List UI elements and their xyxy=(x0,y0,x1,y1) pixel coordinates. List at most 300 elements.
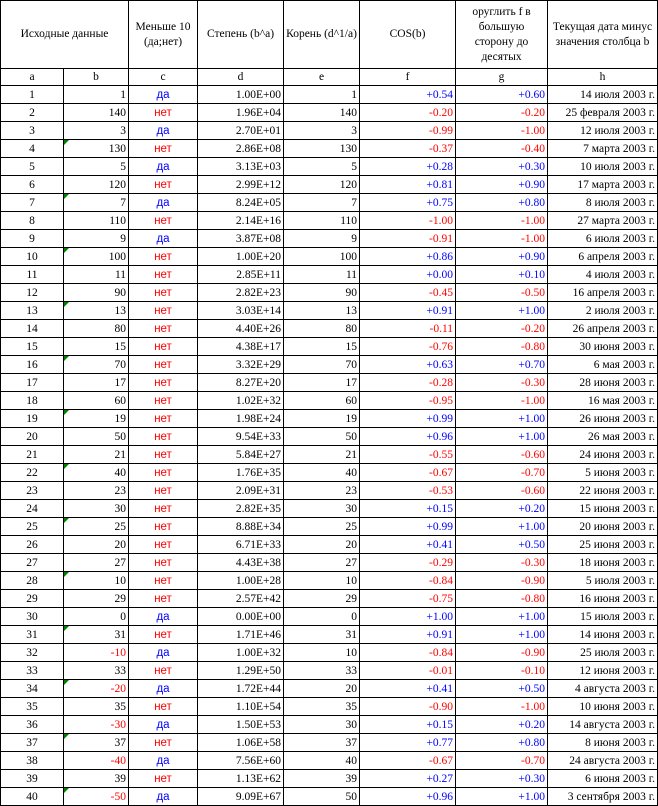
cell-a[interactable]: 6 xyxy=(1,176,64,194)
cell-b[interactable]: 33 xyxy=(64,662,129,680)
cell-h[interactable]: 26 июня 2003 г. xyxy=(548,410,658,428)
cell-e[interactable]: 30 xyxy=(284,716,360,734)
cell-e[interactable]: 27 xyxy=(284,554,360,572)
cell-e[interactable]: 30 xyxy=(284,500,360,518)
cell-e[interactable]: 35 xyxy=(284,698,360,716)
cell-h[interactable]: 16 апреля 2003 г. xyxy=(548,284,658,302)
cell-g[interactable]: -0.10 xyxy=(456,662,548,680)
cell-e[interactable]: 11 xyxy=(284,266,360,284)
cell-h[interactable]: 14 июня 2003 г. xyxy=(548,626,658,644)
cell-h[interactable]: 24 августа 2003 г. xyxy=(548,752,658,770)
cell-e[interactable]: 39 xyxy=(284,770,360,788)
cell-f[interactable]: -0.53 xyxy=(360,482,456,500)
cell-d[interactable]: 3.13E+03 xyxy=(198,158,284,176)
cell-a[interactable]: 29 xyxy=(1,590,64,608)
cell-b[interactable]: -20 xyxy=(64,680,129,698)
cell-f[interactable]: -0.20 xyxy=(360,104,456,122)
cell-a[interactable]: 22 xyxy=(1,464,64,482)
cell-d[interactable]: 2.82E+23 xyxy=(198,284,284,302)
header-date-diff[interactable]: Текущая дата минус значения столбца b xyxy=(548,1,658,69)
cell-a[interactable]: 37 xyxy=(1,734,64,752)
cell-c[interactable]: нет xyxy=(129,248,198,266)
cell-b[interactable]: 120 xyxy=(64,176,129,194)
cell-c[interactable]: нет xyxy=(129,410,198,428)
cell-b[interactable]: 3 xyxy=(64,122,129,140)
cell-e[interactable]: 31 xyxy=(284,626,360,644)
cell-b[interactable]: 31 xyxy=(64,626,129,644)
cell-a[interactable]: 1 xyxy=(1,86,64,104)
cell-d[interactable]: 9.54E+33 xyxy=(198,428,284,446)
cell-b[interactable]: 21 xyxy=(64,446,129,464)
cell-f[interactable]: +0.28 xyxy=(360,158,456,176)
cell-d[interactable]: 1.02E+32 xyxy=(198,392,284,410)
cell-h[interactable]: 5 июля 2003 г. xyxy=(548,572,658,590)
cell-b[interactable]: 1 xyxy=(64,86,129,104)
cell-b[interactable]: 0 xyxy=(64,608,129,626)
cell-d[interactable]: 1.13E+62 xyxy=(198,770,284,788)
cell-e[interactable]: 20 xyxy=(284,536,360,554)
cell-e[interactable]: 37 xyxy=(284,734,360,752)
cell-h[interactable]: 4 июля 2003 г. xyxy=(548,266,658,284)
cell-a[interactable]: 11 xyxy=(1,266,64,284)
cell-c[interactable]: нет xyxy=(129,392,198,410)
cell-b[interactable]: 35 xyxy=(64,698,129,716)
cell-f[interactable]: +0.75 xyxy=(360,194,456,212)
column-letter-c[interactable]: c xyxy=(129,69,198,86)
cell-e[interactable]: 70 xyxy=(284,356,360,374)
cell-e[interactable]: 5 xyxy=(284,158,360,176)
cell-c[interactable]: нет xyxy=(129,320,198,338)
cell-h[interactable]: 27 марта 2003 г. xyxy=(548,212,658,230)
cell-a[interactable]: 40 xyxy=(1,788,64,806)
cell-h[interactable]: 10 июля 2003 г. xyxy=(548,158,658,176)
cell-g[interactable]: +0.50 xyxy=(456,536,548,554)
cell-g[interactable]: +0.30 xyxy=(456,770,548,788)
cell-d[interactable]: 4.38E+17 xyxy=(198,338,284,356)
cell-b[interactable]: 30 xyxy=(64,500,129,518)
cell-d[interactable]: 4.40E+26 xyxy=(198,320,284,338)
cell-h[interactable]: 16 мая 2003 г. xyxy=(548,392,658,410)
cell-b[interactable]: 90 xyxy=(64,284,129,302)
cell-b[interactable]: 11 xyxy=(64,266,129,284)
cell-e[interactable]: 10 xyxy=(284,644,360,662)
cell-e[interactable]: 15 xyxy=(284,338,360,356)
cell-g[interactable]: -0.30 xyxy=(456,554,548,572)
cell-a[interactable]: 32 xyxy=(1,644,64,662)
cell-f[interactable]: +0.91 xyxy=(360,302,456,320)
cell-d[interactable]: 2.82E+35 xyxy=(198,500,284,518)
cell-d[interactable]: 2.57E+42 xyxy=(198,590,284,608)
cell-c[interactable]: нет xyxy=(129,176,198,194)
cell-a[interactable]: 16 xyxy=(1,356,64,374)
cell-a[interactable]: 34 xyxy=(1,680,64,698)
cell-d[interactable]: 1.50E+53 xyxy=(198,716,284,734)
cell-f[interactable]: +0.27 xyxy=(360,770,456,788)
cell-g[interactable]: -0.90 xyxy=(456,644,548,662)
cell-e[interactable]: 33 xyxy=(284,662,360,680)
cell-h[interactable]: 6 мая 2003 г. xyxy=(548,356,658,374)
cell-e[interactable]: 140 xyxy=(284,104,360,122)
cell-g[interactable]: +0.20 xyxy=(456,716,548,734)
cell-d[interactable]: 4.43E+38 xyxy=(198,554,284,572)
cell-d[interactable]: 2.70E+01 xyxy=(198,122,284,140)
cell-h[interactable]: 26 апреля 2003 г. xyxy=(548,320,658,338)
cell-e[interactable]: 80 xyxy=(284,320,360,338)
cell-a[interactable]: 8 xyxy=(1,212,64,230)
cell-c[interactable]: нет xyxy=(129,140,198,158)
cell-g[interactable]: -0.70 xyxy=(456,752,548,770)
cell-a[interactable]: 39 xyxy=(1,770,64,788)
cell-g[interactable]: -1.00 xyxy=(456,122,548,140)
cell-d[interactable]: 1.00E+20 xyxy=(198,248,284,266)
cell-d[interactable]: 2.86E+08 xyxy=(198,140,284,158)
cell-g[interactable]: +1.00 xyxy=(456,428,548,446)
cell-b[interactable]: 5 xyxy=(64,158,129,176)
cell-f[interactable]: -0.37 xyxy=(360,140,456,158)
cell-b[interactable]: 20 xyxy=(64,536,129,554)
cell-d[interactable]: 3.32E+29 xyxy=(198,356,284,374)
cell-h[interactable]: 20 июня 2003 г. xyxy=(548,518,658,536)
cell-d[interactable]: 1.00E+32 xyxy=(198,644,284,662)
cell-f[interactable]: +1.00 xyxy=(360,608,456,626)
header-source-data[interactable]: Исходные данные xyxy=(1,1,129,69)
cell-d[interactable]: 8.24E+05 xyxy=(198,194,284,212)
cell-b[interactable]: 140 xyxy=(64,104,129,122)
cell-f[interactable]: -0.91 xyxy=(360,230,456,248)
cell-h[interactable]: 3 сентября 2003 г. xyxy=(548,788,658,806)
cell-e[interactable]: 40 xyxy=(284,464,360,482)
cell-g[interactable]: +0.30 xyxy=(456,158,548,176)
cell-e[interactable]: 100 xyxy=(284,248,360,266)
cell-c[interactable]: нет xyxy=(129,428,198,446)
cell-h[interactable]: 7 марта 2003 г. xyxy=(548,140,658,158)
cell-a[interactable]: 26 xyxy=(1,536,64,554)
cell-h[interactable]: 6 апреля 2003 г. xyxy=(548,248,658,266)
cell-g[interactable]: +0.90 xyxy=(456,248,548,266)
cell-e[interactable]: 1 xyxy=(284,86,360,104)
cell-h[interactable]: 8 июля 2003 г. xyxy=(548,194,658,212)
cell-d[interactable]: 2.09E+31 xyxy=(198,482,284,500)
cell-c[interactable]: да xyxy=(129,194,198,212)
cell-h[interactable]: 8 июня 2003 г. xyxy=(548,734,658,752)
cell-e[interactable]: 10 xyxy=(284,572,360,590)
cell-f[interactable]: +0.77 xyxy=(360,734,456,752)
cell-d[interactable]: 1.72E+44 xyxy=(198,680,284,698)
cell-b[interactable]: 40 xyxy=(64,464,129,482)
cell-g[interactable]: -0.40 xyxy=(456,140,548,158)
column-letter-f[interactable]: f xyxy=(360,69,456,86)
cell-a[interactable]: 14 xyxy=(1,320,64,338)
cell-h[interactable]: 14 июля 2003 г. xyxy=(548,86,658,104)
header-less-than-10[interactable]: Меньше 10 (да;нет) xyxy=(129,1,198,69)
cell-c[interactable]: нет xyxy=(129,662,198,680)
cell-c[interactable]: да xyxy=(129,716,198,734)
cell-g[interactable]: -0.50 xyxy=(456,284,548,302)
cell-d[interactable]: 1.10E+54 xyxy=(198,698,284,716)
cell-g[interactable]: +0.70 xyxy=(456,356,548,374)
cell-d[interactable]: 3.87E+08 xyxy=(198,230,284,248)
cell-h[interactable]: 26 мая 2003 г. xyxy=(548,428,658,446)
cell-d[interactable]: 9.09E+67 xyxy=(198,788,284,806)
cell-c[interactable]: нет xyxy=(129,338,198,356)
cell-c[interactable]: нет xyxy=(129,698,198,716)
cell-a[interactable]: 31 xyxy=(1,626,64,644)
cell-b[interactable]: 19 xyxy=(64,410,129,428)
cell-f[interactable]: -0.84 xyxy=(360,572,456,590)
cell-e[interactable]: 20 xyxy=(284,680,360,698)
cell-a[interactable]: 20 xyxy=(1,428,64,446)
cell-e[interactable]: 17 xyxy=(284,374,360,392)
cell-a[interactable]: 5 xyxy=(1,158,64,176)
cell-d[interactable]: 3.03E+14 xyxy=(198,302,284,320)
cell-e[interactable]: 50 xyxy=(284,428,360,446)
cell-h[interactable]: 12 июня 2003 г. xyxy=(548,662,658,680)
cell-f[interactable]: -0.75 xyxy=(360,590,456,608)
cell-b[interactable]: -30 xyxy=(64,716,129,734)
cell-d[interactable]: 1.00E+00 xyxy=(198,86,284,104)
cell-e[interactable]: 7 xyxy=(284,194,360,212)
cell-f[interactable]: -0.67 xyxy=(360,752,456,770)
cell-f[interactable]: +0.15 xyxy=(360,716,456,734)
cell-a[interactable]: 7 xyxy=(1,194,64,212)
cell-e[interactable]: 60 xyxy=(284,392,360,410)
cell-h[interactable]: 4 августа 2003 г. xyxy=(548,680,658,698)
header-round-up[interactable]: оруглить f в большую сторону до десятых xyxy=(456,1,548,69)
cell-h[interactable]: 15 июля 2003 г. xyxy=(548,608,658,626)
cell-a[interactable]: 28 xyxy=(1,572,64,590)
cell-c[interactable]: нет xyxy=(129,302,198,320)
cell-b[interactable]: 17 xyxy=(64,374,129,392)
cell-e[interactable]: 23 xyxy=(284,482,360,500)
cell-f[interactable]: -0.28 xyxy=(360,374,456,392)
cell-g[interactable]: -0.90 xyxy=(456,572,548,590)
cell-g[interactable]: +1.00 xyxy=(456,608,548,626)
cell-g[interactable]: -1.00 xyxy=(456,230,548,248)
cell-f[interactable]: +0.91 xyxy=(360,626,456,644)
cell-h[interactable]: 6 июля 2003 г. xyxy=(548,230,658,248)
cell-h[interactable]: 2 июля 2003 г. xyxy=(548,302,658,320)
cell-a[interactable]: 30 xyxy=(1,608,64,626)
cell-g[interactable]: +0.50 xyxy=(456,680,548,698)
cell-b[interactable]: 25 xyxy=(64,518,129,536)
cell-a[interactable]: 3 xyxy=(1,122,64,140)
column-letter-a[interactable]: a xyxy=(1,69,64,86)
cell-d[interactable]: 1.71E+46 xyxy=(198,626,284,644)
cell-g[interactable]: +1.00 xyxy=(456,626,548,644)
cell-e[interactable]: 29 xyxy=(284,590,360,608)
cell-e[interactable]: 21 xyxy=(284,446,360,464)
cell-c[interactable]: нет xyxy=(129,626,198,644)
cell-a[interactable]: 15 xyxy=(1,338,64,356)
cell-c[interactable]: нет xyxy=(129,590,198,608)
cell-h[interactable]: 25 июня 2003 г. xyxy=(548,536,658,554)
cell-f[interactable]: -0.01 xyxy=(360,662,456,680)
cell-e[interactable]: 9 xyxy=(284,230,360,248)
cell-a[interactable]: 25 xyxy=(1,518,64,536)
cell-e[interactable]: 40 xyxy=(284,752,360,770)
column-letter-e[interactable]: e xyxy=(284,69,360,86)
cell-g[interactable]: -0.70 xyxy=(456,464,548,482)
cell-g[interactable]: +1.00 xyxy=(456,518,548,536)
cell-b[interactable]: 13 xyxy=(64,302,129,320)
cell-f[interactable]: -0.90 xyxy=(360,698,456,716)
cell-c[interactable]: да xyxy=(129,86,198,104)
cell-a[interactable]: 24 xyxy=(1,500,64,518)
cell-b[interactable]: 100 xyxy=(64,248,129,266)
cell-f[interactable]: +0.99 xyxy=(360,410,456,428)
cell-a[interactable]: 21 xyxy=(1,446,64,464)
cell-g[interactable]: +0.90 xyxy=(456,176,548,194)
cell-b[interactable]: 110 xyxy=(64,212,129,230)
cell-c[interactable]: нет xyxy=(129,770,198,788)
cell-h[interactable]: 22 июня 2003 г. xyxy=(548,482,658,500)
cell-g[interactable]: +0.60 xyxy=(456,86,548,104)
cell-b[interactable]: 10 xyxy=(64,572,129,590)
cell-e[interactable]: 110 xyxy=(284,212,360,230)
cell-c[interactable]: нет xyxy=(129,482,198,500)
cell-d[interactable]: 5.84E+27 xyxy=(198,446,284,464)
cell-b[interactable]: 23 xyxy=(64,482,129,500)
cell-h[interactable]: 28 июня 2003 г. xyxy=(548,374,658,392)
cell-e[interactable]: 120 xyxy=(284,176,360,194)
cell-h[interactable]: 6 июня 2003 г. xyxy=(548,770,658,788)
cell-h[interactable]: 16 июня 2003 г. xyxy=(548,590,658,608)
cell-g[interactable]: -0.80 xyxy=(456,590,548,608)
column-letter-g[interactable]: g xyxy=(456,69,548,86)
cell-g[interactable]: +1.00 xyxy=(456,302,548,320)
cell-d[interactable]: 1.00E+28 xyxy=(198,572,284,590)
cell-b[interactable]: 60 xyxy=(64,392,129,410)
cell-c[interactable]: нет xyxy=(129,266,198,284)
cell-f[interactable]: +0.15 xyxy=(360,500,456,518)
cell-h[interactable]: 30 июня 2003 г. xyxy=(548,338,658,356)
cell-d[interactable]: 2.14E+16 xyxy=(198,212,284,230)
cell-c[interactable]: нет xyxy=(129,734,198,752)
cell-b[interactable]: 7 xyxy=(64,194,129,212)
header-cos[interactable]: COS(b) xyxy=(360,1,456,69)
cell-g[interactable]: -0.80 xyxy=(456,338,548,356)
cell-c[interactable]: да xyxy=(129,158,198,176)
cell-b[interactable]: 29 xyxy=(64,590,129,608)
cell-f[interactable]: -0.67 xyxy=(360,464,456,482)
header-power[interactable]: Степень (b^a) xyxy=(198,1,284,69)
cell-c[interactable]: нет xyxy=(129,446,198,464)
cell-c[interactable]: да xyxy=(129,788,198,806)
cell-a[interactable]: 36 xyxy=(1,716,64,734)
cell-d[interactable]: 8.27E+20 xyxy=(198,374,284,392)
cell-a[interactable]: 17 xyxy=(1,374,64,392)
cell-c[interactable]: нет xyxy=(129,464,198,482)
cell-b[interactable]: 130 xyxy=(64,140,129,158)
cell-f[interactable]: +0.96 xyxy=(360,428,456,446)
cell-f[interactable]: +0.86 xyxy=(360,248,456,266)
cell-d[interactable]: 1.96E+04 xyxy=(198,104,284,122)
cell-a[interactable]: 13 xyxy=(1,302,64,320)
cell-g[interactable]: -0.20 xyxy=(456,320,548,338)
cell-f[interactable]: +0.54 xyxy=(360,86,456,104)
cell-c[interactable]: да xyxy=(129,230,198,248)
cell-a[interactable]: 18 xyxy=(1,392,64,410)
cell-c[interactable]: да xyxy=(129,680,198,698)
cell-b[interactable]: 15 xyxy=(64,338,129,356)
cell-a[interactable]: 27 xyxy=(1,554,64,572)
cell-e[interactable]: 0 xyxy=(284,608,360,626)
cell-d[interactable]: 1.29E+50 xyxy=(198,662,284,680)
cell-f[interactable]: -1.00 xyxy=(360,212,456,230)
cell-a[interactable]: 19 xyxy=(1,410,64,428)
cell-g[interactable]: +0.10 xyxy=(456,266,548,284)
cell-d[interactable]: 0.00E+00 xyxy=(198,608,284,626)
cell-g[interactable]: -1.00 xyxy=(456,698,548,716)
cell-h[interactable]: 25 февраля 2003 г. xyxy=(548,104,658,122)
cell-c[interactable]: да xyxy=(129,122,198,140)
cell-h[interactable]: 17 марта 2003 г. xyxy=(548,176,658,194)
cell-h[interactable]: 12 июля 2003 г. xyxy=(548,122,658,140)
cell-c[interactable]: да xyxy=(129,644,198,662)
cell-c[interactable]: нет xyxy=(129,284,198,302)
cell-g[interactable]: -0.30 xyxy=(456,374,548,392)
cell-d[interactable]: 1.76E+35 xyxy=(198,464,284,482)
cell-f[interactable]: +0.96 xyxy=(360,788,456,806)
cell-f[interactable]: +0.81 xyxy=(360,176,456,194)
cell-g[interactable]: +0.80 xyxy=(456,734,548,752)
header-root[interactable]: Корень (d^1/a) xyxy=(284,1,360,69)
cell-d[interactable]: 6.71E+33 xyxy=(198,536,284,554)
cell-a[interactable]: 4 xyxy=(1,140,64,158)
cell-e[interactable]: 3 xyxy=(284,122,360,140)
cell-e[interactable]: 19 xyxy=(284,410,360,428)
cell-f[interactable]: -0.29 xyxy=(360,554,456,572)
cell-g[interactable]: -0.60 xyxy=(456,446,548,464)
cell-f[interactable]: +0.00 xyxy=(360,266,456,284)
cell-b[interactable]: -50 xyxy=(64,788,129,806)
cell-c[interactable]: нет xyxy=(129,554,198,572)
cell-g[interactable]: +1.00 xyxy=(456,788,548,806)
cell-g[interactable]: -1.00 xyxy=(456,212,548,230)
cell-c[interactable]: нет xyxy=(129,356,198,374)
cell-c[interactable]: нет xyxy=(129,374,198,392)
cell-c[interactable]: нет xyxy=(129,104,198,122)
cell-g[interactable]: +0.80 xyxy=(456,194,548,212)
cell-g[interactable]: -1.00 xyxy=(456,392,548,410)
cell-b[interactable]: 37 xyxy=(64,734,129,752)
cell-h[interactable]: 24 июня 2003 г. xyxy=(548,446,658,464)
cell-b[interactable]: 70 xyxy=(64,356,129,374)
cell-b[interactable]: 39 xyxy=(64,770,129,788)
cell-d[interactable]: 1.06E+58 xyxy=(198,734,284,752)
cell-b[interactable]: 9 xyxy=(64,230,129,248)
cell-h[interactable]: 5 июня 2003 г. xyxy=(548,464,658,482)
cell-a[interactable]: 38 xyxy=(1,752,64,770)
column-letter-b[interactable]: b xyxy=(64,69,129,86)
cell-h[interactable]: 14 августа 2003 г. xyxy=(548,716,658,734)
cell-c[interactable]: нет xyxy=(129,500,198,518)
cell-d[interactable]: 8.88E+34 xyxy=(198,518,284,536)
cell-c[interactable]: да xyxy=(129,752,198,770)
cell-d[interactable]: 1.98E+24 xyxy=(198,410,284,428)
cell-h[interactable]: 18 июня 2003 г. xyxy=(548,554,658,572)
cell-c[interactable]: нет xyxy=(129,518,198,536)
cell-a[interactable]: 35 xyxy=(1,698,64,716)
cell-f[interactable]: -0.84 xyxy=(360,644,456,662)
cell-f[interactable]: -0.11 xyxy=(360,320,456,338)
cell-d[interactable]: 2.85E+11 xyxy=(198,266,284,284)
cell-a[interactable]: 12 xyxy=(1,284,64,302)
cell-g[interactable]: +0.20 xyxy=(456,500,548,518)
cell-a[interactable]: 23 xyxy=(1,482,64,500)
cell-f[interactable]: +0.99 xyxy=(360,518,456,536)
cell-c[interactable]: нет xyxy=(129,212,198,230)
